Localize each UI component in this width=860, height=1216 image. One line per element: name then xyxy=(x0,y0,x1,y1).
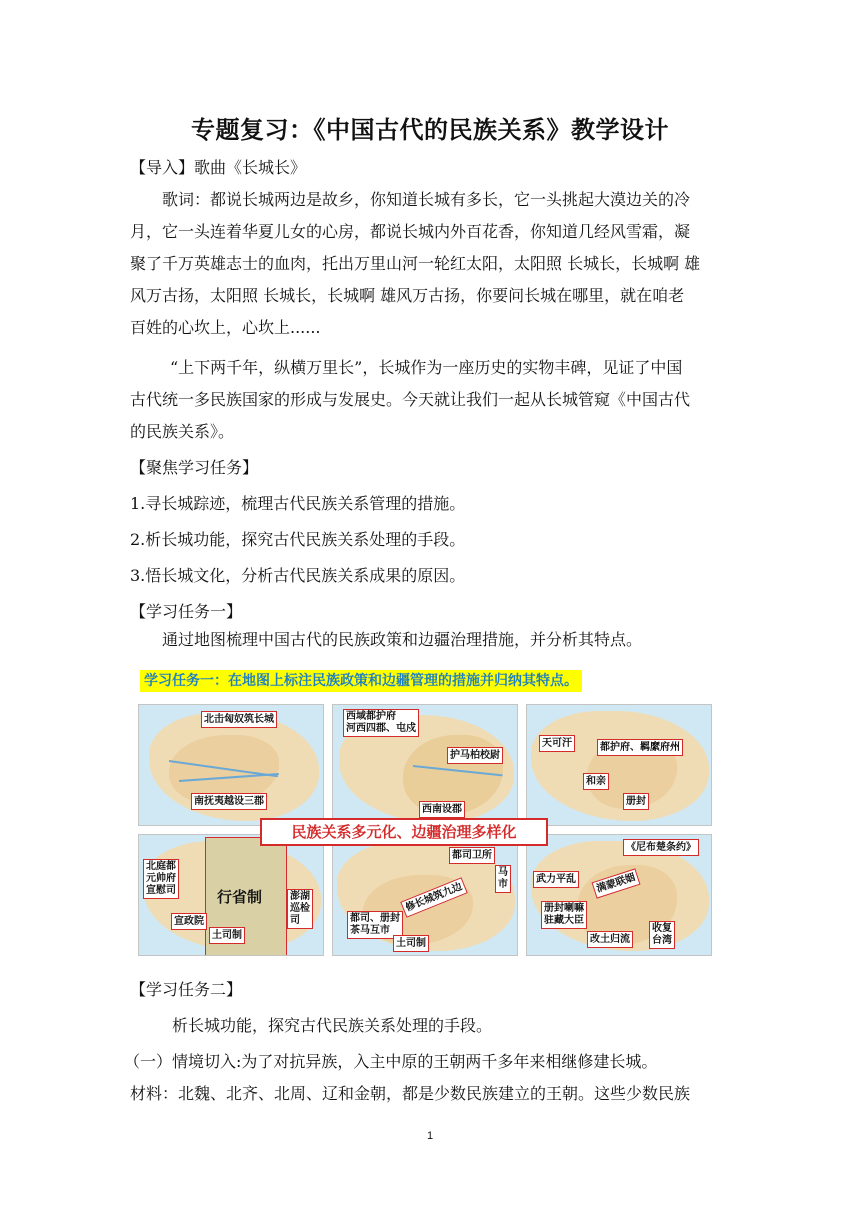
task1-heading: 【学习任务一】 xyxy=(130,602,243,621)
map-label xyxy=(649,921,675,949)
map-label-line: 台湾 xyxy=(652,935,672,946)
map-label xyxy=(143,859,179,899)
task2-situation: （一）情境切入:为了对抗异族，入主中原的王朝两千多年来相继修建长城。 xyxy=(124,1052,658,1071)
map-label: 北击匈奴筑长城 xyxy=(201,711,277,728)
map-label-line: 茶马互市 xyxy=(350,925,390,936)
page-title: 专题复习：《中国古代的民族关系》教学设计 xyxy=(191,116,669,144)
map-label: 满蒙联姻 xyxy=(591,868,640,898)
intro-heading-line xyxy=(130,152,736,184)
map-label-line: 西域都护府 xyxy=(346,711,396,722)
page-number: 1 xyxy=(426,1130,434,1142)
map-ming xyxy=(332,834,518,956)
map-label: 都司卫所 xyxy=(449,847,495,864)
map-qing xyxy=(526,834,712,956)
map-label: 行省制 xyxy=(217,888,263,906)
map-label: 天可汗 xyxy=(539,735,575,752)
map-label-line: 驻藏大臣 xyxy=(544,915,584,926)
map-label: 武力平乱 xyxy=(533,871,579,888)
map-label: 册封 xyxy=(623,793,649,810)
map-label: 土司制 xyxy=(393,935,429,952)
map-han xyxy=(332,704,518,826)
map-label-line: 都司、册封 xyxy=(350,913,400,924)
intro-paragraph-line: “上下两千年，纵横万里长”，长城作为一座历史的实物丰碑，见证了中国 xyxy=(170,358,683,377)
map-qin xyxy=(138,704,324,826)
lyrics-line: 风万古扬，太阳照 长城长，长城啊 雄风万古扬，你要问长城在哪里，就在咱老 xyxy=(130,286,685,305)
map-label: 宣政院 xyxy=(171,913,207,930)
map-label-line: 市 xyxy=(498,879,508,890)
lyrics-line: 歌词：都说长城两边是故乡，你知道长城有多长，它一头挑起大漠边关的冷 xyxy=(162,190,691,209)
map-label: 土司制 xyxy=(209,927,245,944)
map-label-line: 收复 xyxy=(652,923,672,934)
intro-heading-rest: 歌曲《长城长》 xyxy=(194,158,307,177)
map-label: 都护府、羁縻府州 xyxy=(597,739,683,756)
task2-material: 材料：北魏、北齐、北周、辽和金朝，都是少数民族建立的王朝。这些少数民族 xyxy=(130,1084,691,1103)
map-label xyxy=(541,901,587,929)
map-label: 和亲 xyxy=(583,773,609,790)
map-yuan xyxy=(138,834,324,956)
map-label: 西南设郡 xyxy=(419,801,465,818)
intro-paragraph-line: 的民族关系》。 xyxy=(130,422,235,441)
intro-paragraph-line: 古代统一多民族国家的形成与发展史。今天就让我们一起从长城管窥《中国古代 xyxy=(130,390,691,409)
figure-banner: 民族关系多元化、边疆治理多样化 xyxy=(260,818,548,846)
focus-item: 1.寻长城踪迹，梳理古代民族关系管理的措施。 xyxy=(130,494,466,513)
map-label xyxy=(343,709,419,737)
map-label-line: 巡检 xyxy=(290,903,310,914)
map-label: 修长城筑九边 xyxy=(400,877,468,917)
focus-item: 2.析长城功能，探究古代民族关系处理的手段。 xyxy=(130,530,466,549)
map-label-line: 马 xyxy=(498,867,508,878)
map-label-line: 河西四郡、屯戍 xyxy=(346,723,416,734)
map-label-line: 澎湖 xyxy=(290,891,310,902)
task2-description: 析长城功能，探究古代民族关系处理的手段。 xyxy=(172,1016,493,1035)
map-label: 南抚夷越设三郡 xyxy=(191,793,267,810)
map-label xyxy=(287,889,313,929)
focus-item: 3.悟长城文化，分析古代民族关系成果的原因。 xyxy=(130,566,466,585)
map-label: 护马柏校尉 xyxy=(447,747,503,764)
map-label xyxy=(495,865,511,893)
intro-heading: 【导入】 xyxy=(130,158,195,177)
task2-heading: 【学习任务二】 xyxy=(130,980,243,999)
map-label: 改土归流 xyxy=(587,931,633,948)
lyrics-line: 百姓的心坎上，心坎上...... xyxy=(130,318,321,337)
lyrics-line: 月，它一头连着华夏儿女的心房，都说长城内外百花香，你知道几经风雪霜，凝 xyxy=(130,222,691,241)
maps-figure xyxy=(136,668,712,958)
map-label-line: 册封喇嘛 xyxy=(544,903,584,914)
map-label-line: 宣慰司 xyxy=(146,885,176,896)
map-label-line: 司 xyxy=(290,915,300,926)
focus-heading: 【聚焦学习任务】 xyxy=(130,458,259,477)
map-label: 《尼布楚条约》 xyxy=(623,839,699,856)
map-label-line: 北庭都 xyxy=(146,861,176,872)
map-label-line: 元帅府 xyxy=(146,873,176,884)
lyrics-line: 聚了千万英雄志士的血肉，托出万里山河一轮红太阳，太阳照 长城长，长城啊 雄 xyxy=(130,254,701,273)
task1-description: 通过地图梳理中国古代的民族政策和边疆治理措施，并分析其特点。 xyxy=(162,630,643,649)
figure-title: 学习任务一：在地图上标注民族政策和边疆管理的措施并归纳其特点。 xyxy=(140,670,582,692)
map-tang xyxy=(526,704,712,826)
